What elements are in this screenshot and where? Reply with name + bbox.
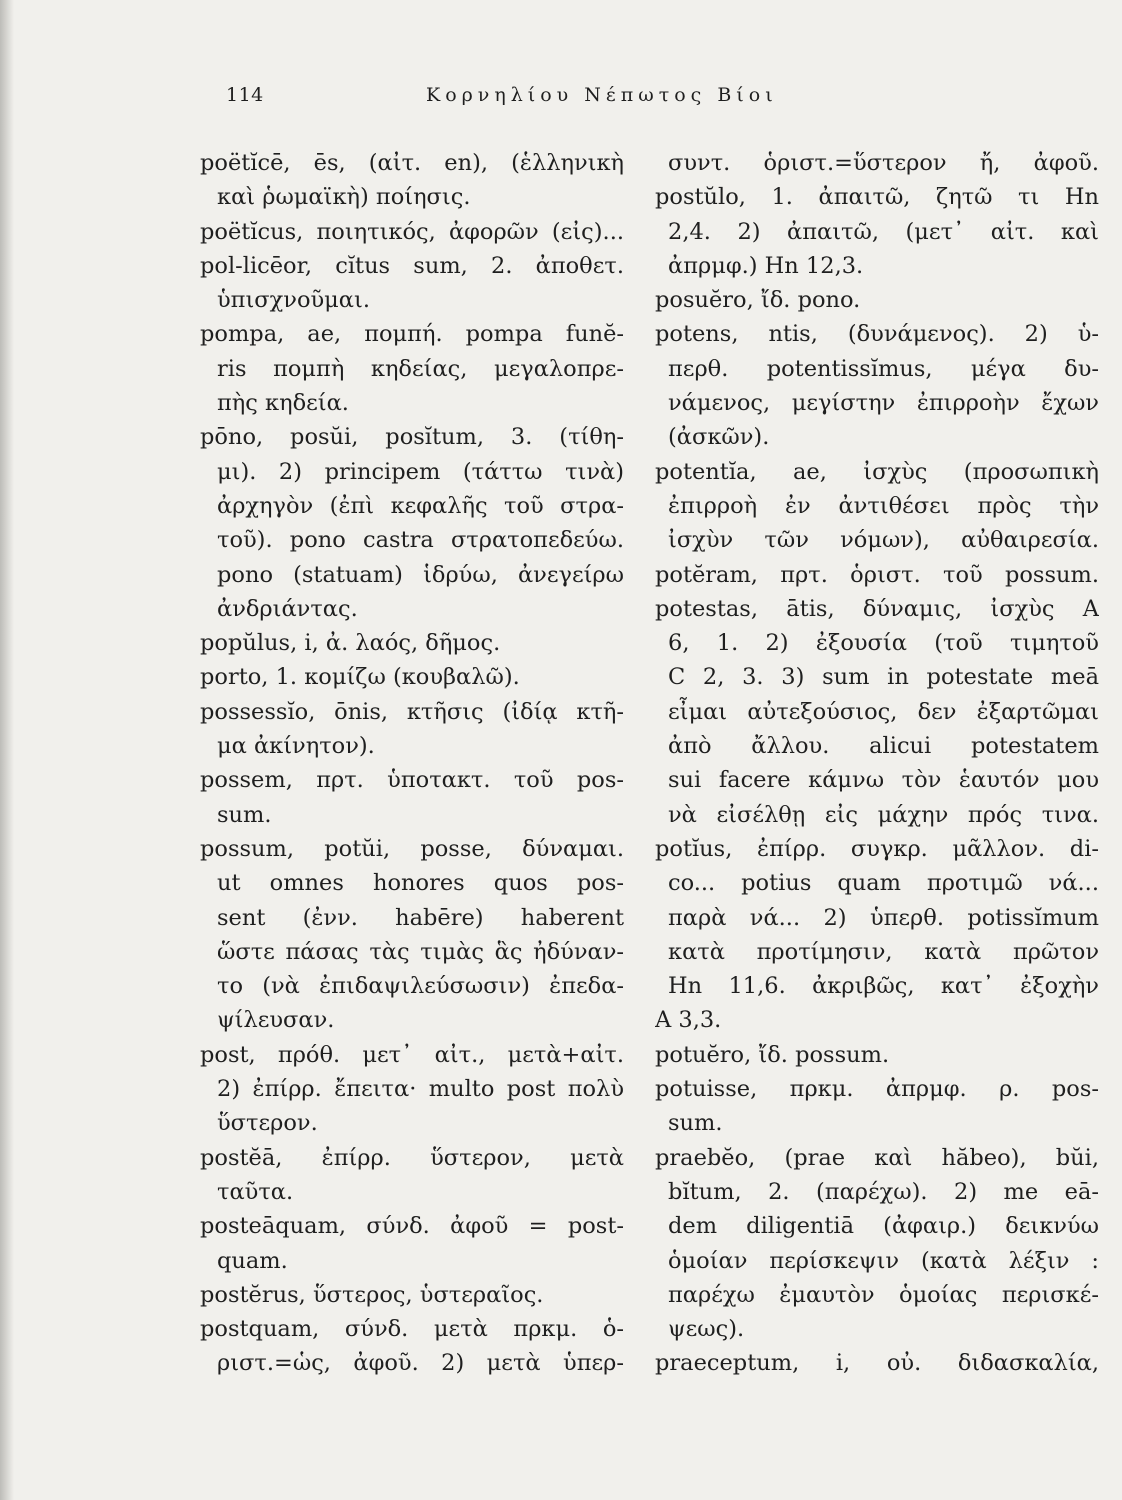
dictionary-line: μι). 2) principem (τάττω τινὰ) bbox=[217, 458, 624, 485]
dictionary-line: potĕram, πρτ. ὁριστ. τοῦ possum. bbox=[655, 561, 1099, 588]
dictionary-line: possem, πρτ. ὑποτακτ. τοῦ pos- bbox=[200, 767, 624, 794]
dictionary-line: καὶ ῥωμαϊκὴ) ποίησις. bbox=[217, 184, 471, 211]
dictionary-line: potĭus, ἐπίρρ. συγκρ. μᾶλλον. di- bbox=[655, 835, 1099, 862]
dictionary-line: ριστ.=ὡς, ἀφοῦ. 2) μετὰ ὑπερ- bbox=[217, 1350, 624, 1377]
dictionary-line: sum. bbox=[668, 1110, 723, 1137]
dictionary-line: νὰ εἰσέλθῃ εἰς μάχην πρός τινα. bbox=[668, 801, 1099, 828]
dictionary-line: εἶμαι αὐτεξούσιος, δεν ἐξαρτῶμαι bbox=[668, 698, 1099, 725]
dictionary-line: κατὰ προτίμησιν, κατὰ πρῶτον bbox=[668, 938, 1099, 965]
dictionary-line: potentĭa, ae, ἰσχὺς (προσωπικὴ bbox=[655, 458, 1099, 485]
dictionary-line: praebĕo, (prae καὶ hăbeo), bŭi, bbox=[655, 1144, 1099, 1171]
right-column bbox=[655, 146, 1099, 1381]
dictionary-line: ὕστερον. bbox=[217, 1110, 318, 1137]
dictionary-line: potens, ntis, (δυνάμενος). 2) ὑ- bbox=[655, 321, 1099, 348]
dictionary-line: συντ. ὁριστ.=ὕστερον ἤ, ἀφοῦ. bbox=[668, 150, 1099, 176]
dictionary-line: poëtĭcē, ēs, (αἰτ. en), (ἑλληνικὴ bbox=[200, 150, 624, 176]
dictionary-line: ἀνδριάντας. bbox=[217, 595, 358, 622]
dictionary-line: το (νὰ ἐπιδαψιλεύσωσιν) ἐπεδα- bbox=[217, 973, 624, 1000]
dictionary-line: (ἀσκῶν). bbox=[668, 424, 770, 451]
dictionary-line: παρέχω ἐμαυτὸν ὁμοίας περισκέ- bbox=[668, 1281, 1099, 1308]
dictionary-line: potestas, ātis, δύναμις, ἰσχὺς A bbox=[655, 595, 1099, 622]
dictionary-line: sum. bbox=[217, 801, 272, 828]
dictionary-line: A 3,3. bbox=[655, 1007, 722, 1034]
dictionary-line: 2) ἐπίρρ. ἔπειτα· multo post πολὺ bbox=[217, 1076, 624, 1103]
dictionary-line: ψίλευσαν. bbox=[217, 1007, 335, 1034]
dictionary-line: ἀπρμφ.) Hn 12,3. bbox=[668, 252, 864, 279]
dictionary-line: ἐπιρροὴ ἐν ἀντιθέσει πρὸς τὴν bbox=[668, 492, 1099, 519]
dictionary-line: postŭlo, 1. ἀπαιτῶ, ζητῶ τι Hn bbox=[655, 184, 1099, 211]
dictionary-line: postĕrus, ὕστερος, ὑστεραῖος. bbox=[200, 1281, 544, 1308]
dictionary-line: ὥστε πάσας τὰς τιμὰς ἃς ἠδύναν- bbox=[217, 938, 624, 965]
dictionary-line: pōno, posŭi, posĭtum, 3. (τίθη- bbox=[200, 424, 624, 451]
dictionary-line: porto, 1. κομίζω (κουβαλῶ). bbox=[200, 664, 520, 691]
dictionary-line: post, πρόθ. μετ᾽ αἰτ., μετὰ+αἰτ. bbox=[200, 1041, 624, 1068]
dictionary-line: postĕā, ἐπίρρ. ὕστερον, μετὰ bbox=[200, 1144, 624, 1171]
dictionary-line: ὑπισχνοῦμαι. bbox=[217, 287, 370, 314]
dictionary-line: bĭtum, 2. (παρέχω). 2) me eā- bbox=[668, 1178, 1099, 1205]
dictionary-line: περθ. potentissĭmus, μέγα δυ- bbox=[668, 355, 1099, 382]
dictionary-line: possessĭo, ōnis, κτῆσις (ἰδίᾳ κτῆ- bbox=[200, 698, 624, 725]
dictionary-line: praeceptum, i, οὐ. διδασκαλία, bbox=[655, 1350, 1099, 1377]
dictionary-line: ψεως). bbox=[668, 1316, 745, 1343]
dictionary-line: pono (statuam) ἱδρύω, ἀνεγείρω bbox=[217, 561, 624, 588]
dictionary-line: pompa, ae, πομπή. pompa funĕ- bbox=[200, 321, 624, 348]
dictionary-line: postquam, σύνδ. μετὰ πρκμ. ὁ- bbox=[200, 1316, 624, 1343]
page-edge-shadow bbox=[0, 0, 14, 1500]
dictionary-line: potuisse, πρκμ. ἀπρμφ. ρ. pos- bbox=[655, 1076, 1099, 1103]
dictionary-line: ταῦτα. bbox=[217, 1178, 294, 1205]
dictionary-line: πὴς κηδεία. bbox=[217, 390, 349, 417]
dictionary-line: τοῦ). pono castra στρατοπεδεύω. bbox=[217, 527, 624, 554]
dictionary-line: sent (ἐνν. habēre) haberent bbox=[217, 904, 624, 931]
dictionary-line: C 2, 3. 3) sum in potestate meā bbox=[668, 664, 1099, 691]
dictionary-line: Hn 11,6. ἀκριβῶς, κατ᾽ ἐξοχὴν bbox=[668, 973, 1099, 1000]
dictionary-line: ἀρχηγὸν (ἐπὶ κεφαλῆς τοῦ στρα- bbox=[217, 492, 624, 519]
dictionary-line: ut omnes honores quos pos- bbox=[217, 870, 624, 897]
dictionary-line: sui facere κάμνω τὸν ἑαυτόν μου bbox=[668, 767, 1099, 794]
dictionary-line: posteāquam, σύνδ. ἀφοῦ = post- bbox=[200, 1213, 624, 1240]
dictionary-line: ὁμοίαν περίσκεψιν (κατὰ λέξιν : bbox=[668, 1247, 1099, 1274]
dictionary-line: ris πομπὴ κηδείας, μεγαλοπρε- bbox=[217, 355, 624, 382]
dictionary-line: possum, potŭi, posse, δύναμαι. bbox=[200, 835, 624, 862]
running-head bbox=[226, 84, 858, 116]
page-number: 114 bbox=[226, 84, 264, 106]
dictionary-line: μα ἀκίνητον). bbox=[217, 733, 375, 760]
left-column bbox=[200, 146, 624, 1381]
dictionary-line: poëtĭcus, ποιητικός, ἀφορῶν (εἰς)... bbox=[200, 218, 624, 245]
dictionary-line: popŭlus, i, ἀ. λαός, δῆμος. bbox=[200, 630, 501, 657]
dictionary-line: co... potius quam προτιμῶ νά... bbox=[668, 870, 1099, 897]
dictionary-line: νάμενος, μεγίστην ἐπιρροὴν ἔχων bbox=[668, 390, 1099, 417]
dictionary-line: ἀπὸ ἄλλου. alicui potestatem bbox=[668, 733, 1099, 760]
dictionary-line: quam. bbox=[217, 1247, 288, 1274]
dictionary-line: pol-licēor, cĭtus sum, 2. ἀποθετ. bbox=[200, 252, 624, 279]
dictionary-line: potuĕro, ἴδ. possum. bbox=[655, 1041, 890, 1068]
dictionary-line: 2,4. 2) ἀπαιτῶ, (μετ᾽ αἰτ. καὶ bbox=[668, 218, 1099, 245]
dictionary-line: posuĕro, ἴδ. pono. bbox=[655, 287, 861, 314]
dictionary-line: παρὰ νά... 2) ὑπερθ. potissĭmum bbox=[668, 904, 1099, 931]
dictionary-line: dem diligentiā (ἀφαιρ.) δεικνύω bbox=[668, 1213, 1099, 1240]
dictionary-line: 6, 1. 2) ἐξουσία (τοῦ τιμητοῦ bbox=[668, 630, 1099, 657]
dictionary-line: ἰσχὺν τῶν νόμων), αὐθαιρεσία. bbox=[668, 527, 1099, 554]
header-title: Κορνηλίου Νέπωτος Βίοι bbox=[426, 84, 778, 106]
